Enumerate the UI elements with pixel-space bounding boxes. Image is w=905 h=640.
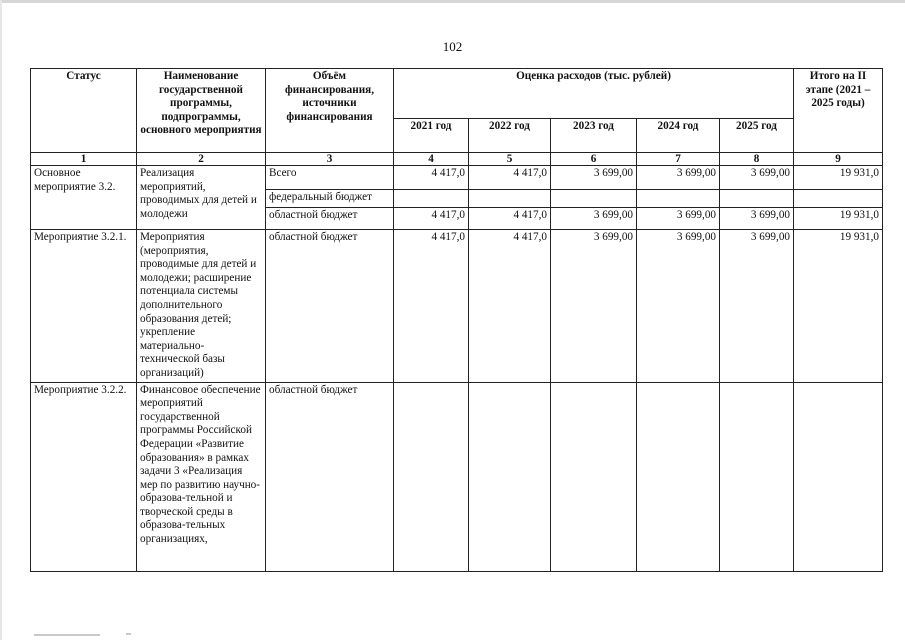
header-expense-estimate: Оценка расходов (тыс. рублей) xyxy=(394,69,794,119)
column-number: 7 xyxy=(637,153,720,166)
scan-edge-top xyxy=(0,0,905,3)
header-year-2023: 2023 год xyxy=(551,119,637,153)
header-year-2021: 2021 год xyxy=(394,119,469,153)
total-cell xyxy=(794,190,883,208)
table-row xyxy=(31,382,883,571)
column-number: 1 xyxy=(31,153,137,166)
column-number-row xyxy=(31,153,883,166)
total-cell: 19 931,0 xyxy=(794,230,883,383)
value-cell xyxy=(637,190,720,208)
column-number: 2 xyxy=(137,153,266,166)
value-cell xyxy=(637,382,720,571)
row-funding-source: Всего xyxy=(266,166,394,190)
value-cell: 3 699,00 xyxy=(551,208,637,230)
header-stage-total: Итого на II этапе (2021 – 2025 годы) xyxy=(794,69,883,153)
row-funding-source: федеральный бюджет xyxy=(266,190,394,208)
value-cell xyxy=(469,382,551,571)
header-funding-source: Объём финансирования, источники финансирования xyxy=(266,69,394,153)
header-year-2022: 2022 год xyxy=(469,119,551,153)
value-cell: 3 699,00 xyxy=(637,166,720,190)
value-cell xyxy=(720,382,794,571)
column-number: 4 xyxy=(394,153,469,166)
value-cell: 3 699,00 xyxy=(637,230,720,383)
header-status: Статус xyxy=(31,69,137,153)
row-program-name: Финансовое обеспечение мероприятий государственной программы Российской Федерации «Развитие образования» в рамках задачи 3 «Реализация мер по развитию научно-образова-тельной и творческой среды в образова-тельных организациях, xyxy=(137,382,266,571)
value-cell: 3 699,00 xyxy=(551,166,637,190)
scan-edge-left xyxy=(0,0,2,640)
table-row xyxy=(31,230,883,383)
header-year-2025: 2025 год xyxy=(720,119,794,153)
row-funding-source: областной бюджет xyxy=(266,230,394,383)
value-cell: 4 417,0 xyxy=(469,166,551,190)
row-program-name: Мероприятия (мероприятия, проводимые для детей и молодежи; расширение потенциала системы дополнительного образования детей; укрепление материально-технической базы организаций) xyxy=(137,230,266,383)
scan-artifact-dot xyxy=(126,633,131,635)
row-status: Основное мероприятие 3.2. xyxy=(31,166,137,230)
value-cell: 3 699,00 xyxy=(551,230,637,383)
value-cell xyxy=(394,382,469,571)
value-cell xyxy=(469,190,551,208)
total-cell xyxy=(794,382,883,571)
row-funding-source: областной бюджет xyxy=(266,382,394,571)
column-number: 5 xyxy=(469,153,551,166)
value-cell: 3 699,00 xyxy=(637,208,720,230)
column-number: 9 xyxy=(794,153,883,166)
column-number: 8 xyxy=(720,153,794,166)
value-cell xyxy=(394,190,469,208)
row-status: Мероприятие 3.2.1. xyxy=(31,230,137,383)
value-cell: 4 417,0 xyxy=(394,230,469,383)
value-cell xyxy=(551,382,637,571)
value-cell: 4 417,0 xyxy=(469,208,551,230)
table-header-row xyxy=(31,69,883,119)
value-cell: 3 699,00 xyxy=(720,208,794,230)
value-cell: 4 417,0 xyxy=(469,230,551,383)
header-year-2024: 2024 год xyxy=(637,119,720,153)
row-program-name: Реализация мероприятий, проводимых для детей и молодежи xyxy=(137,166,266,230)
value-cell xyxy=(551,190,637,208)
value-cell: 4 417,0 xyxy=(394,166,469,190)
column-number: 6 xyxy=(551,153,637,166)
value-cell: 3 699,00 xyxy=(720,230,794,383)
total-cell: 19 931,0 xyxy=(794,166,883,190)
page-number: 102 xyxy=(442,39,463,54)
value-cell: 3 699,00 xyxy=(720,166,794,190)
value-cell: 4 417,0 xyxy=(394,208,469,230)
row-status: Мероприятие 3.2.2. xyxy=(31,382,137,571)
budget-table xyxy=(30,68,883,572)
value-cell xyxy=(720,190,794,208)
row-funding-source: областной бюджет xyxy=(266,208,394,230)
table-row xyxy=(31,166,883,190)
column-number: 3 xyxy=(266,153,394,166)
header-program-name: Наименование государственной программы, подпрограммы, основного мероприятия xyxy=(137,69,266,153)
scan-artifact-line xyxy=(34,634,100,636)
total-cell: 19 931,0 xyxy=(794,208,883,230)
